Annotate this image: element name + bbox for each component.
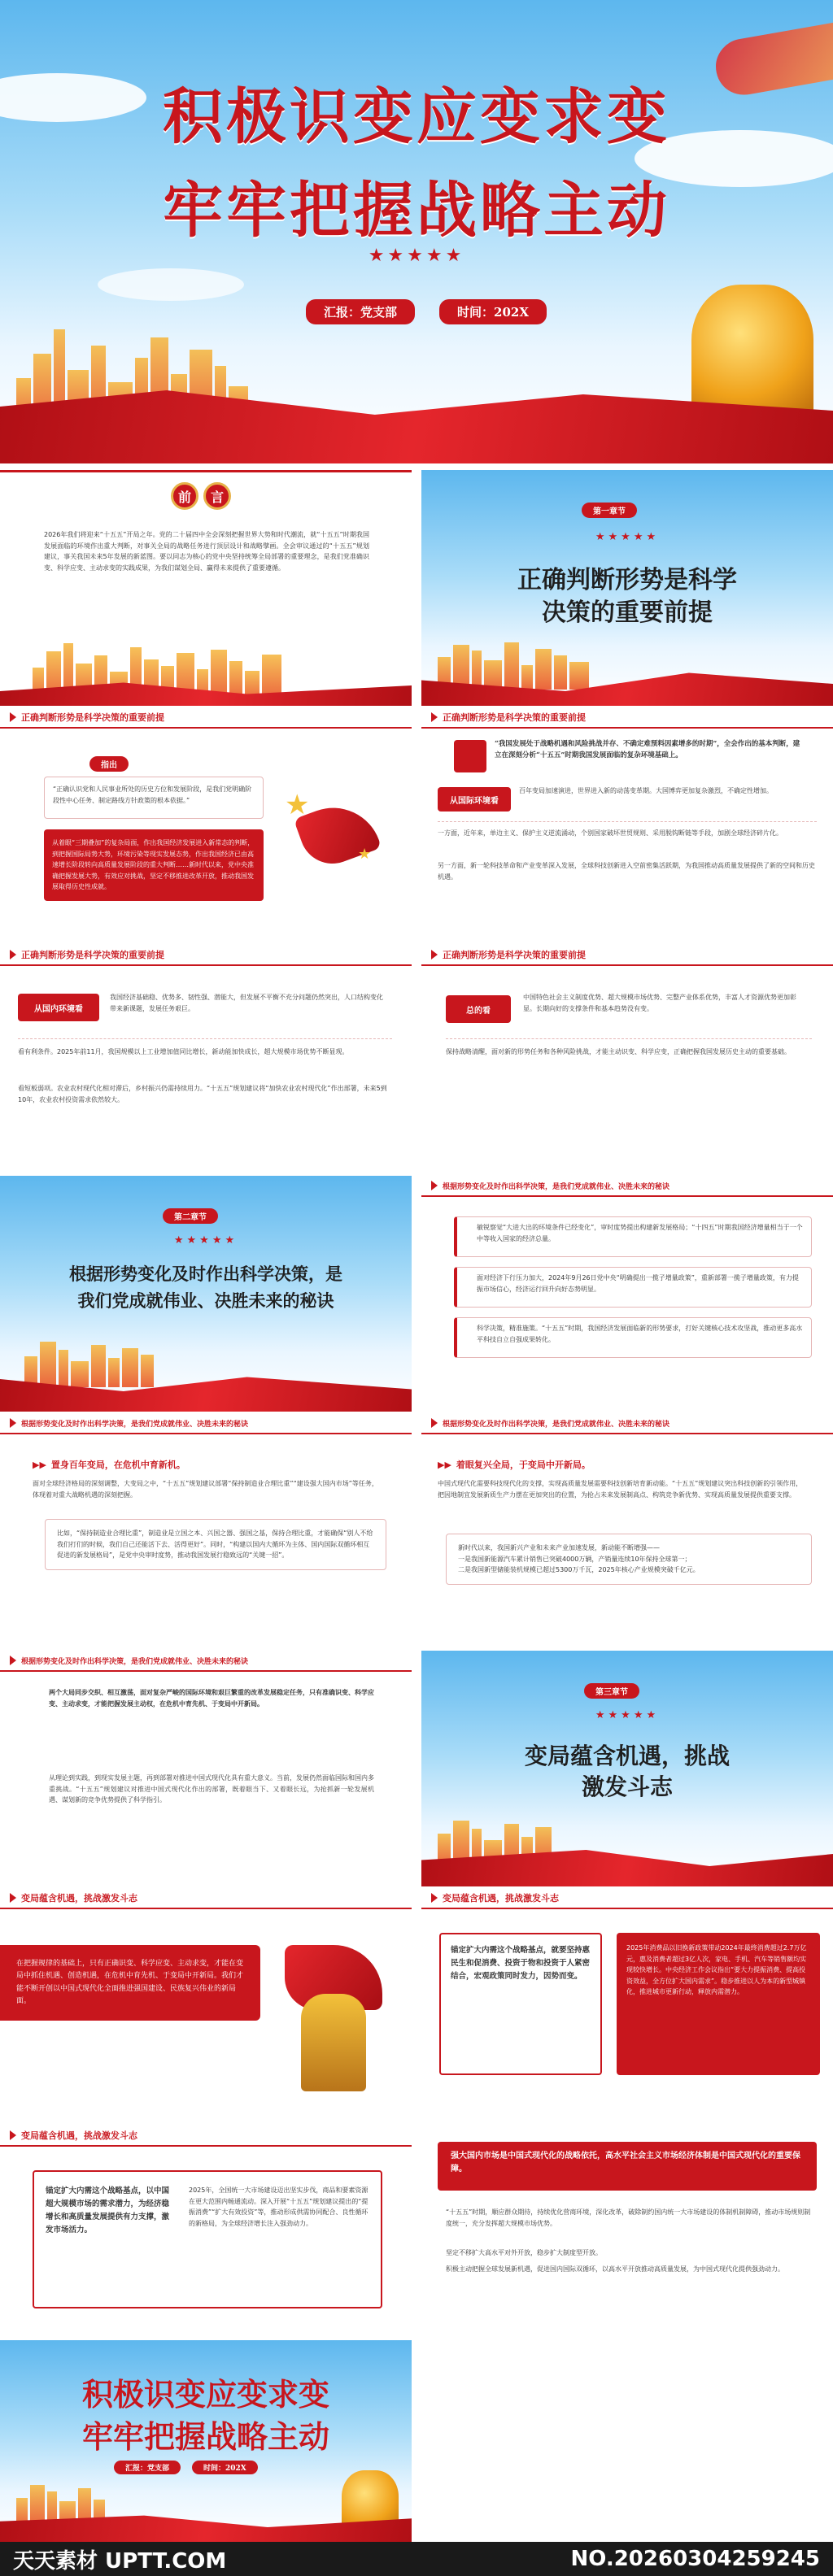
flag-icon <box>285 789 382 878</box>
dual-red-para: 两个大局同步交织、相互激荡，面对复杂严峻的国际环境和艰巨繁重的改革发展稳定任务，只有准确识变、科学应变、主动求变，才能把握发展主动权，在危机中育先机、于变局中开新局。 <box>49 1688 374 1708</box>
market-bullet-1: “十五五”时期，顺应群众期待，持续优化营商环境，深化改革，破除制约国内统一大市场建设的体制机制障碍，推动市场规则制度统一，充分发挥超大规模市场优势。 <box>446 2208 811 2227</box>
triangle-icon <box>431 712 438 722</box>
section2-item-3: 科学决策，精准施策。“十五五”时期，我国经济发展面临新的形势要求，打好关键核心技术攻坚战，推动更多高水平科技自立自强成果转化。 <box>454 1317 812 1358</box>
revival-bullet-3: 二是我国新型储能装机规模已超过5300万千瓦，2025年核心产业规模突破千亿元。 <box>458 1566 700 1574</box>
chapter1-title-line1: 正确判断形势是科学 <box>517 566 737 594</box>
chapter1-skyline <box>438 641 589 690</box>
section1-slide-c <box>0 945 412 1181</box>
cover-meta <box>306 299 547 324</box>
revival-heading: ▶▶ 着眼复兴全局，于变局中开新局。 <box>438 1459 591 1470</box>
pointed-red-text: 从着眼“三期叠加”的复杂局面，作出我国经济发展进入新常态的判断，到把握国际局势大势，环境污染等现实发展态势，作出我国经济已由高速增长阶段转向高质量发展阶段的重大判断……新时代以来，党中央准确把握发展大势，有效应对挑战，坚定不移推进改革开放，推动我国发展取得历史性成就。 <box>44 829 264 901</box>
section3-header-c: 变局蕴含机遇，挑战激发斗志 <box>0 2126 412 2147</box>
triangle-icon <box>431 1181 438 1190</box>
cover-slide <box>0 0 833 463</box>
section3-header-b: 变局蕴含机遇，挑战激发斗志 <box>421 1888 833 1909</box>
ending-meta <box>114 2461 258 2474</box>
domestic-bullet-1: 看有利条件。2025年前11月，我国规模以上工业增加值同比增长，新动能加快成长，超大规模市场优势不断显现。 <box>18 1048 349 1055</box>
domestic-demand-body: 2025年消费品以旧换新政策带动2024年最终消费超过2.7万亿元，惠及消费者超过3亿人次，家电、手机、汽车等销售额均实现较快增长。中央经济工作会议指出“要大力提振消费、提高投资效益，全方位扩大国内需求”。稳步推进以人为本的新型城镇化，推进城市更新行动，释放内需潜力。 <box>617 1933 820 2075</box>
cover-time: 时间：202X <box>439 299 547 324</box>
revival-para: 中国式现代化需要科技现代化的支撑，实现高质量发展需要科技创新培育新动能。“十五五”规划建议突出科技创新的引领作用，把因地制宜发展新质生产力摆在更加突出的位置，为抢占未来发展制高点、构筑竞争新优势、实现高质量发展提供重要支撑。 <box>438 1480 803 1499</box>
triangle-icon <box>431 950 438 959</box>
section2-header-b: 根据形势变化及时作出科学决策，是我们党成就伟业、决胜未来的秘诀 <box>0 1413 412 1434</box>
section1-slide-d <box>421 945 833 1181</box>
chevron-icon: ▶▶ <box>438 1459 451 1470</box>
statue-image <box>268 1937 399 2100</box>
section2-slide-a <box>421 1176 833 1412</box>
opportunity-box: 比如，“保持制造业合理比重”，制造业是立国之本、兴国之器、强国之基，保持合理比重，才能确保“别人不给我们打们的时候，我们自己还能活下去、活得更好”。同时，“构建以国内大循环为主体、国内国际双循环相互促进的新发展格局”，是党中央审时度势，推动我国发展行稳致远的“关键一招”。 <box>45 1519 386 1570</box>
chapter3-label: 第三章节 <box>584 1683 639 1699</box>
pointed-quote: “正确认识党和人民事业所处的历史方位和发展阶段，是我们党明确阶段性中心任务、制定路线方针政策的根本依据。” <box>53 785 252 804</box>
cover-reporter: 汇报：党支部 <box>306 299 415 324</box>
chapter3-title-line2: 激发斗志 <box>581 1773 673 1800</box>
opportunity-red-text: 在把握规律的基础上，只有正确识变、科学应变、主动求变，才能在变局中抓住机遇、创造机遇，在危机中育先机、于变局中开新局。我们才能不断开创以中国式现代化全面推进强国建设、民族复兴伟业的新局面。 <box>0 1945 260 2021</box>
triangle-icon <box>10 1418 16 1428</box>
section2-slide-b <box>0 1413 412 1649</box>
revival-bullet-2: 一是我国新能源汽车累计销售已突破4000万辆，产销量连续10年保持全球第一； <box>458 1555 691 1563</box>
triangle-icon <box>431 1893 438 1903</box>
market-bullet-2: 坚定不移扩大高水平对外开放，稳步扩大制度型开放。 <box>446 2249 602 2256</box>
market-heading: 强大国内市场是中国式现代化的战略依托，高水平社会主义市场经济体制是中国式现代化的重要保障。 <box>438 2142 817 2191</box>
intl-bullet-2: 另一方面，新一轮科技革命和产业变革深入发展，全球科技创新进入空前密集活跃期，为我国推动高质量发展提供了新的空间和历史机遇。 <box>438 862 815 881</box>
dual-para: 从理论到实践，到现实发展主题，再到部署对推进中国式现代化具有重大意义。当前，发展仍然面临国际和国内多重挑战。“十五五”规划建议对推进中国式现代化作出的部署，既着眼当下、又着眼长远，为抢抓新一轮发展机遇、谋划新的竞争优势提供了科学指引。 <box>49 1774 374 1804</box>
section2-item-1: 敏锐察觉“大进大出的环境条件已经变化”，审时度势提出构建新发展格局；“十四五”时期我国经济增量相当于一个中等收入国家的经济总量。 <box>454 1216 812 1257</box>
section3-slide-b <box>421 1888 833 2124</box>
triangle-icon <box>10 2130 16 2140</box>
triangle-icon <box>10 1656 16 1665</box>
domestic-tag-text: 我国经济基础稳、优势多、韧性强、潜能大，但发展不平衡不充分问题仍然突出，人口结构变化带来新课题，发展任务艰巨。 <box>110 994 383 1012</box>
watermark-number: NO.20260304259245 <box>570 2547 820 2571</box>
section2-slide-c <box>421 1413 833 1649</box>
market-bullet-3: 积极主动把握全球发展新机遇，促进国内国际双循环，以高水平开放推动高质量发展，为中国式现代化提供强劲动力。 <box>446 2265 784 2273</box>
pointed-quote-card <box>44 777 264 819</box>
chapter2-skyline <box>24 1338 154 1387</box>
cover-title-line1: 积极识变应变求变 <box>163 82 670 152</box>
triangle-icon <box>10 950 16 959</box>
podium-icon <box>454 740 486 772</box>
section1-header-c: 正确判断形势是科学决策的重要前提 <box>0 945 412 966</box>
domestic-demand-red: 锚定扩大内需这个战略基点，就要坚持惠民生和促消费、投资于物和投资于人紧密结合，宏观政策同时发力，因势而变。 <box>451 1946 591 1982</box>
preface-badge-2: 言 <box>203 482 231 510</box>
triangle-icon <box>431 1418 438 1428</box>
section3-slide-a <box>0 1888 412 2124</box>
star-icon: ★ <box>358 846 372 863</box>
triangle-icon <box>10 1893 16 1903</box>
overall-tag-text: 中国特色社会主义制度优势、超大规模市场优势、完整产业体系优势，丰富人才资源优势更加彰显。长期向好的支撑条件和基本趋势没有变。 <box>523 994 796 1012</box>
star-icon: ★ <box>285 789 310 821</box>
domestic-demand-card <box>439 1933 602 2075</box>
domestic-bullet-2: 看短板弱项。农业农村现代化相对滞后，乡村振兴仍需持续用力。“十五五”规划建议将“加快农业农村现代化”作出部署，未来5到10年，农业农村投资需求依然较大。 <box>18 1085 387 1103</box>
ending-time: 时间：202X <box>192 2461 258 2474</box>
intl-bullet-1: 一方面，近年来，单边主义、保护主义逆流涌动，个别国家破坏世贸规则、采用脱钩断链等手段，加剧全球经济碎片化。 <box>438 829 783 837</box>
chevron-icon: ▶▶ <box>33 1459 46 1470</box>
chapter3-slide <box>421 1651 833 1886</box>
section3-slide-c <box>0 2126 412 2337</box>
market-card <box>33 2170 382 2308</box>
watermark-footer <box>0 2542 833 2576</box>
overall-tag: 总的看 <box>446 995 511 1023</box>
chapter1-slide <box>421 470 833 706</box>
chapter1-label: 第一章节 <box>582 503 637 518</box>
cover-stars: ★★★★★ <box>368 246 465 266</box>
preface-slide <box>0 470 412 706</box>
intl-tag-text: 百年变局加速演进，世界进入新的动荡变革期。大国博弈更加复杂激烈，不确定性增加。 <box>519 787 773 794</box>
intl-quote: “我国发展处于战略机遇和风险挑战并存、不确定难预料因素增多的时期”，全会作出的基本判断，建立在深刻分析“十五五”时期我国发展面临的复杂环境基础上。 <box>495 740 800 760</box>
preface-badges <box>171 482 231 510</box>
pointed-pill: 指出 <box>89 756 129 772</box>
cover-title-line2: 牢牢把握战略主动 <box>163 176 670 246</box>
triangle-icon <box>10 712 16 722</box>
overall-bullet: 保持战略清醒，面对新的形势任务和各种风险挑战，才能主动识变、科学应变，正确把握我国发展历史主动的重要基础。 <box>446 1048 791 1055</box>
chapter2-label: 第二章节 <box>163 1208 218 1224</box>
chapter2-title-line2: 我们党成就伟业、决胜未来的秘诀 <box>77 1290 334 1311</box>
section2-slide-d <box>0 1651 412 1886</box>
section3-slide-d <box>421 2126 833 2337</box>
revival-bullet-1: 新时代以来，我国新兴产业和未来产业加速发展，新动能不断增强—— <box>458 1544 660 1551</box>
section2-item-2: 面对经济下行压力加大，2024年9月26日党中央“明确提出一揽子增量政策”，重新部署一揽子增量政策，有力提振市场信心，经济运行回升向好态势明显。 <box>454 1267 812 1308</box>
ending-title-line1: 积极识变应变求变 <box>81 2376 329 2413</box>
revival-box <box>446 1534 812 1585</box>
section2-header-d: 根据形势变化及时作出科学决策，是我们党成就伟业、决胜未来的秘诀 <box>0 1651 412 1672</box>
intl-tag: 从国际环境看 <box>438 787 511 812</box>
opportunity-heading: ▶▶ 置身百年变局，在危机中育新机。 <box>33 1459 185 1470</box>
ending-reporter: 汇报：党支部 <box>114 2461 181 2474</box>
chapter2-title-line1: 根据形势变化及时作出科学决策，是 <box>69 1264 342 1284</box>
market-red-para: 锚定扩大内需这个战略基点，以中国超大规模市场的需求潜力，为经济稳增长和高质量发展提供有力支撑，激发市场活力。 <box>46 2187 170 2235</box>
ending-title-line2: 牢牢把握战略主动 <box>81 2418 329 2455</box>
section1-header-a: 正确判断形势是科学决策的重要前提 <box>0 707 412 729</box>
chapter1-stars: ★★★★★ <box>595 531 660 543</box>
ending-slide <box>0 2340 412 2542</box>
lion-icon <box>691 285 813 423</box>
preface-badge-1: 前 <box>171 482 198 510</box>
chapter3-title-line1: 变局蕴含机遇，挑战 <box>524 1743 730 1769</box>
chapter1-title-line2: 决策的重要前提 <box>542 598 713 627</box>
chapter2-stars: ★★★★★ <box>173 1234 238 1247</box>
section1-header-d: 正确判断形势是科学决策的重要前提 <box>421 945 833 966</box>
section3-header-a: 变局蕴含机遇，挑战激发斗志 <box>0 1888 412 1909</box>
section2-header-c: 根据形势变化及时作出科学决策，是我们党成就伟业、决胜未来的秘诀 <box>421 1413 833 1434</box>
opportunity-para: 面对全球经济格局的深刻调整，大变局之中，“十五五”规划建议部署“保持制造业合理比重”“建设强大国内市场”等任务，体现着对重大战略机遇的深刻把握。 <box>33 1480 378 1499</box>
domestic-tag: 从国内环境看 <box>18 994 99 1021</box>
section1-header-b: 正确判断形势是科学决策的重要前提 <box>421 707 833 729</box>
section2-header-a: 根据形势变化及时作出科学决策，是我们党成就伟业、决胜未来的秘诀 <box>421 1176 833 1197</box>
market-body: 2025年，全国统一大市场建设迈出坚实步伐，商品和要素资源在更大范围内畅通流动。深入开展“十五五”规划建议提出的“提振消费”“扩大有效投资”等，推动形成供需协同配合、良性循环的新格局，为全球经济增长注入强劲动力。 <box>189 2187 369 2227</box>
chapter2-slide <box>0 1176 412 1412</box>
watermark-brand: 天天素材 UPTT.COM <box>13 2548 227 2574</box>
preface-text: 2026年我们将迎来“十五五”开局之年。党的二十届四中全会深刻把握世界大势和时代潮流，就“十五五”时期我国发展面临的环境作出重大判断，对事关全局的战略任务进行顶层设计和战略擘画。全会审议通过的“十五五”规划建议，事关我国未来5年发展的新蓝图。要以同志为核心的党中央坚持统筹全局部署的重要理念，是我们党准确识变、科学应变、主动求变的实践成果，为我们谋划全局、赢得未来提供了重要遵循。 <box>44 531 369 572</box>
chapter3-stars: ★★★★★ <box>595 1709 660 1721</box>
section1-slide-b <box>421 707 833 943</box>
section1-slide-a <box>0 707 412 943</box>
